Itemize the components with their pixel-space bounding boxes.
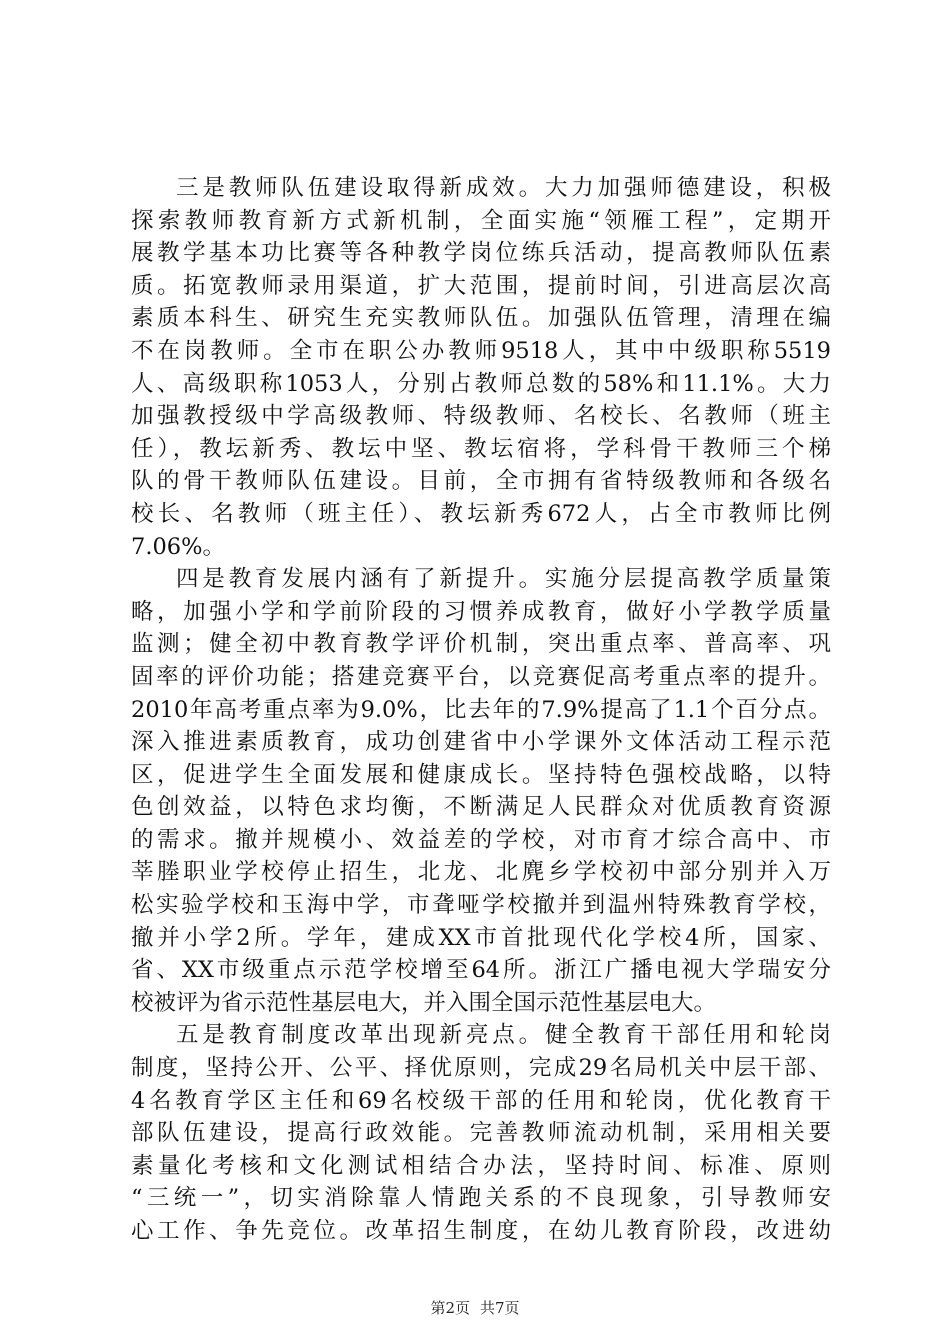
text-line: 略，加强小学和学前阶段的习惯养成教育，做好小学教学质量 [131,598,831,625]
page-total: 共7页 [480,1299,520,1317]
text-line: 监测；健全初中教育教学评价机制，突出重点率、普高率、巩 [131,631,831,658]
text-line: 五是教育制度改革出现新亮点。健全教育干部任用和轮岗 [176,1022,831,1049]
text-line: 撤并小学2所。学年，建成XX市首批现代化学校4所，国家、 [131,924,831,951]
text-line: 制度，坚持公开、公平、择优原则，完成29名局机关中层干部、 [131,1055,831,1082]
text-line: 校被评为省示范性基层电大，并入围全国示范性基层电大。 [131,989,717,1016]
text-line: 不在岗教师。全市在职公办教师9518人，其中中级职称5519 [131,337,831,364]
text-line: 7.06%。 [131,533,225,560]
text-line: 加强教授级中学高级教师、特级教师、名校长、名教师（班主 [131,403,831,430]
text-line: 省、XX市级重点示范学校增至64所。浙江广播电视大学瑞安分 [131,957,831,984]
text-line: 2010年高考重点率为9.0%，比去年的7.9%提高了1.1个百分点。 [131,696,831,723]
text-line: 队的骨干教师队伍建设。目前，全市拥有省特级教师和各级名 [131,468,831,495]
text-line: 的需求。撤并规模小、效益差的学校，对市育才综合高中、市 [131,826,831,853]
text-line: 展教学基本功比赛等各种教学岗位练兵活动，提高教师队伍素 [131,240,831,267]
text-line: 素质本科生、研究生充实教师队伍。加强队伍管理，清理在编 [131,305,831,332]
text-line: 素量化考核和文化测试相结合办法，坚持时间、标准、原则 [131,1152,831,1179]
text-line: 四是教育发展内涵有了新提升。实施分层提高教学质量策 [176,566,831,593]
text-line: 4名教育学区主任和69名校级干部的任用和轮岗，优化教育干 [131,1087,831,1114]
text-line: 任），教坛新秀、教坛中坚、教坛宿将，学科骨干教师三个梯 [131,435,831,462]
text-line: 校长、名教师（班主任）、教坛新秀672人，占全市教师比例 [131,500,831,527]
text-line: 质。拓宽教师录用渠道，扩大范围，提前时间，引进高层次高 [131,272,831,299]
text-line: 三是教师队伍建设取得新成效。大力加强师德建设，积极 [176,175,831,201]
text-line: 深入推进素质教育，成功创建省中小学课外文体活动工程示范 [131,729,831,756]
text-line: 人、高级职称1053人，分别占教师总数的58%和11.1%。大力 [131,370,831,397]
paragraph-education-development [131,563,831,1019]
text-line: 色创效益，以特色求均衡，不断满足人民群众对优质教育资源 [131,794,831,821]
text-line: 探索教师教育新方式新机制，全面实施“领雁工程”，定期开 [131,207,831,234]
text-line: “三统一”，切实消除靠人情跑关系的不良现象，引导教师安 [131,1185,831,1212]
page-footer [0,1298,950,1318]
text-line: 心工作、争先竞位。改革招生制度，在幼儿教育阶段，改进幼 [131,1218,831,1244]
paragraph-system-reform [131,1019,831,1247]
text-line: 区，促进学生全面发展和健康成长。坚持特色强校战略，以特 [131,761,831,788]
text-line: 固率的评价功能；搭建竞赛平台，以竞赛促高考重点率的提升。 [131,663,831,690]
document-body [131,172,831,1248]
page-number: 第2页 [430,1299,470,1317]
paragraph-teacher-team [131,172,831,563]
text-line: 部队伍建设，提高行政效能。完善教师流动机制，采用相关要 [131,1120,831,1147]
text-line: 莘塍职业学校停止招生，北龙、北麂乡学校初中部分别并入万 [131,859,831,886]
text-line: 松实验学校和玉海中学，市聋哑学校撤并到温州特殊教育学校， [131,892,831,919]
